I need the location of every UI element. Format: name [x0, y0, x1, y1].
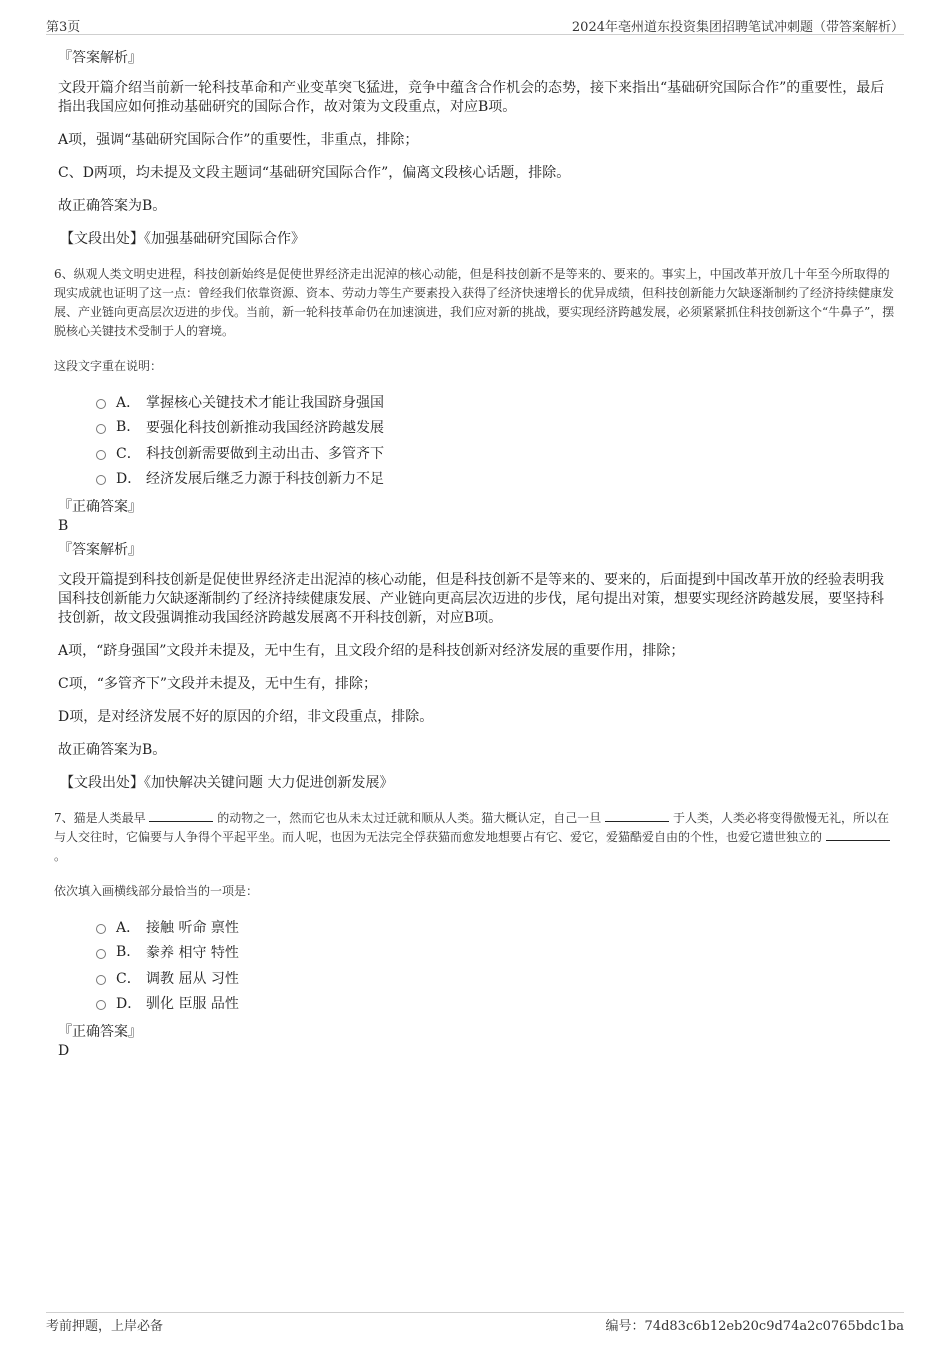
option-text: 经济发展后继乏力源于科技创新力不足: [146, 471, 384, 488]
option-a[interactable]: [96, 914, 896, 940]
correct-answer: B: [58, 518, 69, 534]
question-prompt: 依次填入画横线部分最恰当的一项是：: [54, 884, 259, 898]
radio-icon[interactable]: [96, 975, 106, 985]
stem-part: 的动物之一，然而它也从未太过迁就和顺从人类。猫大概认定，自己一旦: [217, 811, 602, 825]
stem-part: 7、猫是人类最早: [54, 811, 146, 825]
option-key: C．: [116, 970, 141, 987]
footer-slogan: 考前押题，上岸必备: [46, 1319, 164, 1334]
stem-part: 于人类，人类必将变得傲慢无礼，所以在与人交往时，它偏要与人争得个平起平坐。而人呢，也因为无法完全俘获猫而愈发地想要占有它、爱它，爱猫酷爱自由的个性，也爱它遗世独立的: [54, 811, 889, 844]
option-key: A．: [116, 394, 141, 411]
document-title: 2024年亳州道东投资集团招聘笔试冲刺题（带答案解析）: [571, 20, 904, 35]
option-text: 豢养 相守 特性: [146, 945, 239, 962]
analysis-paragraph: C项，“多管齐下”文段并未提及，无中生有，排除；: [58, 676, 378, 692]
page-number: 第3页: [46, 20, 81, 35]
option-a[interactable]: [96, 389, 896, 415]
source-citation: 【文段出处】《加强基础研究国际合作》: [60, 231, 305, 247]
option-key: A．: [116, 919, 141, 936]
option-text: 掌握核心关键技术才能让我国跻身强国: [146, 394, 384, 411]
source-citation: 【文段出处】《加快解决关键问题 大力促进创新发展》: [60, 775, 394, 791]
analysis-paragraph: A项，强调“基础研究国际合作”的重要性，非重点，排除；: [58, 132, 419, 148]
radio-icon[interactable]: [96, 1000, 106, 1010]
answer-analysis-title: 『答案解析』: [58, 542, 142, 558]
option-key: D．: [116, 996, 142, 1013]
answer-analysis-title: 『答案解析』: [58, 50, 142, 66]
document-body: [56, 44, 896, 1061]
document-code: [606, 1315, 904, 1334]
question-stem: 6、纵观人类文明史进程，科技创新始终是促使世界经济走出泥淖的核心动能，但是科技创新不是等来的、要来的。事实上，中国改革开放几十年至今所取得的现实成就也证明了这一点：曾经我们依靠资源、资本、劳动力等生产要素投入获得了经济快速增长的优异成绩，但科技创新能力欠缺逐渐制约了经济持续健康发展、产业链向更高层次迈进的步伐。当前，新一轮科技革命仍在加速演进，我们应对新的挑战，要实现经济跨越发展，必须紧紧抓住科技创新这个“牛鼻子”，摆脱核心关键技术受制于人的窘境。: [54, 267, 895, 338]
radio-icon[interactable]: [96, 949, 106, 959]
fill-blank: [826, 828, 890, 841]
options-list: [96, 914, 896, 1016]
option-key: C．: [116, 445, 141, 462]
option-text: 驯化 臣服 品性: [146, 996, 239, 1013]
option-text: 科技创新需要做到主动出击、多管齐下: [146, 445, 384, 462]
option-b[interactable]: [96, 940, 896, 966]
option-d[interactable]: [96, 466, 896, 492]
analysis-paragraph: 文段开篇提到科技创新是促使世界经济走出泥淖的核心动能，但是科技创新不是等来的、要来的，后面提到中国改革开放的经验表明我国科技创新能力欠缺逐渐制约了经济持续健康发展、产业链向更高层次迈进的步伐，尾句提出对策，想要实现经济跨越发展，要坚持科技创新，故文段强调推动我国经济跨越发展离不开科技创新，对应B项。: [58, 572, 884, 626]
fill-blank: [605, 809, 669, 822]
option-key: B.: [116, 419, 131, 436]
option-key: B.: [116, 944, 131, 961]
analysis-paragraph: 文段开篇介绍当前新一轮科技革命和产业变革突飞猛进，竞争中蕴含合作机会的态势，接下来指出“基础研究国际合作”的重要性，最后指出我国应如何推动基础研究的国际合作，故对策为文段重点，对应B项。: [58, 80, 885, 115]
correct-answer-title: 『正确答案』: [58, 1024, 142, 1040]
correct-answer-title: 『正确答案』: [58, 499, 142, 515]
radio-icon[interactable]: [96, 424, 106, 434]
question-6: [56, 265, 896, 793]
radio-icon[interactable]: [96, 924, 106, 934]
code-value: 74d83c6b12eb20c9d74a2c0765bdc1ba: [644, 1319, 904, 1334]
q5-analysis-block: [56, 48, 896, 249]
option-text: 要强化科技创新推动我国经济跨越发展: [146, 420, 384, 437]
option-d[interactable]: [96, 991, 896, 1017]
analysis-paragraph: D项，是对经济发展不好的原因的介绍，非文段重点，排除。: [58, 709, 434, 725]
radio-icon[interactable]: [96, 475, 106, 485]
radio-icon[interactable]: [96, 399, 106, 409]
page-footer: [46, 1312, 904, 1335]
stem-part: 。: [54, 849, 67, 863]
radio-icon[interactable]: [96, 450, 106, 460]
code-label: 编号：: [605, 1319, 645, 1334]
page-header: [46, 14, 904, 35]
question-7: [56, 809, 896, 1061]
fill-blank: [149, 809, 213, 822]
option-key: D．: [116, 471, 142, 488]
analysis-paragraph: 故正确答案为B。: [58, 742, 167, 758]
question-stem: [54, 809, 896, 866]
option-c[interactable]: [96, 965, 896, 991]
correct-answer: D: [58, 1043, 70, 1059]
option-text: 调教 屈从 习性: [146, 970, 239, 987]
option-c[interactable]: [96, 440, 896, 466]
option-b[interactable]: [96, 415, 896, 441]
options-list: [96, 389, 896, 491]
analysis-paragraph: A项，“跻身强国”文段并未提及，无中生有，且文段介绍的是科技创新对经济发展的重要作用，排除；: [58, 643, 685, 659]
analysis-paragraph: C、D两项，均未提及文段主题词“基础研究国际合作”，偏离文段核心话题，排除。: [58, 165, 571, 181]
question-prompt: 这段文字重在说明：: [54, 359, 163, 373]
option-text: 接触 听命 禀性: [146, 919, 239, 936]
analysis-paragraph: 故正确答案为B。: [58, 198, 167, 214]
